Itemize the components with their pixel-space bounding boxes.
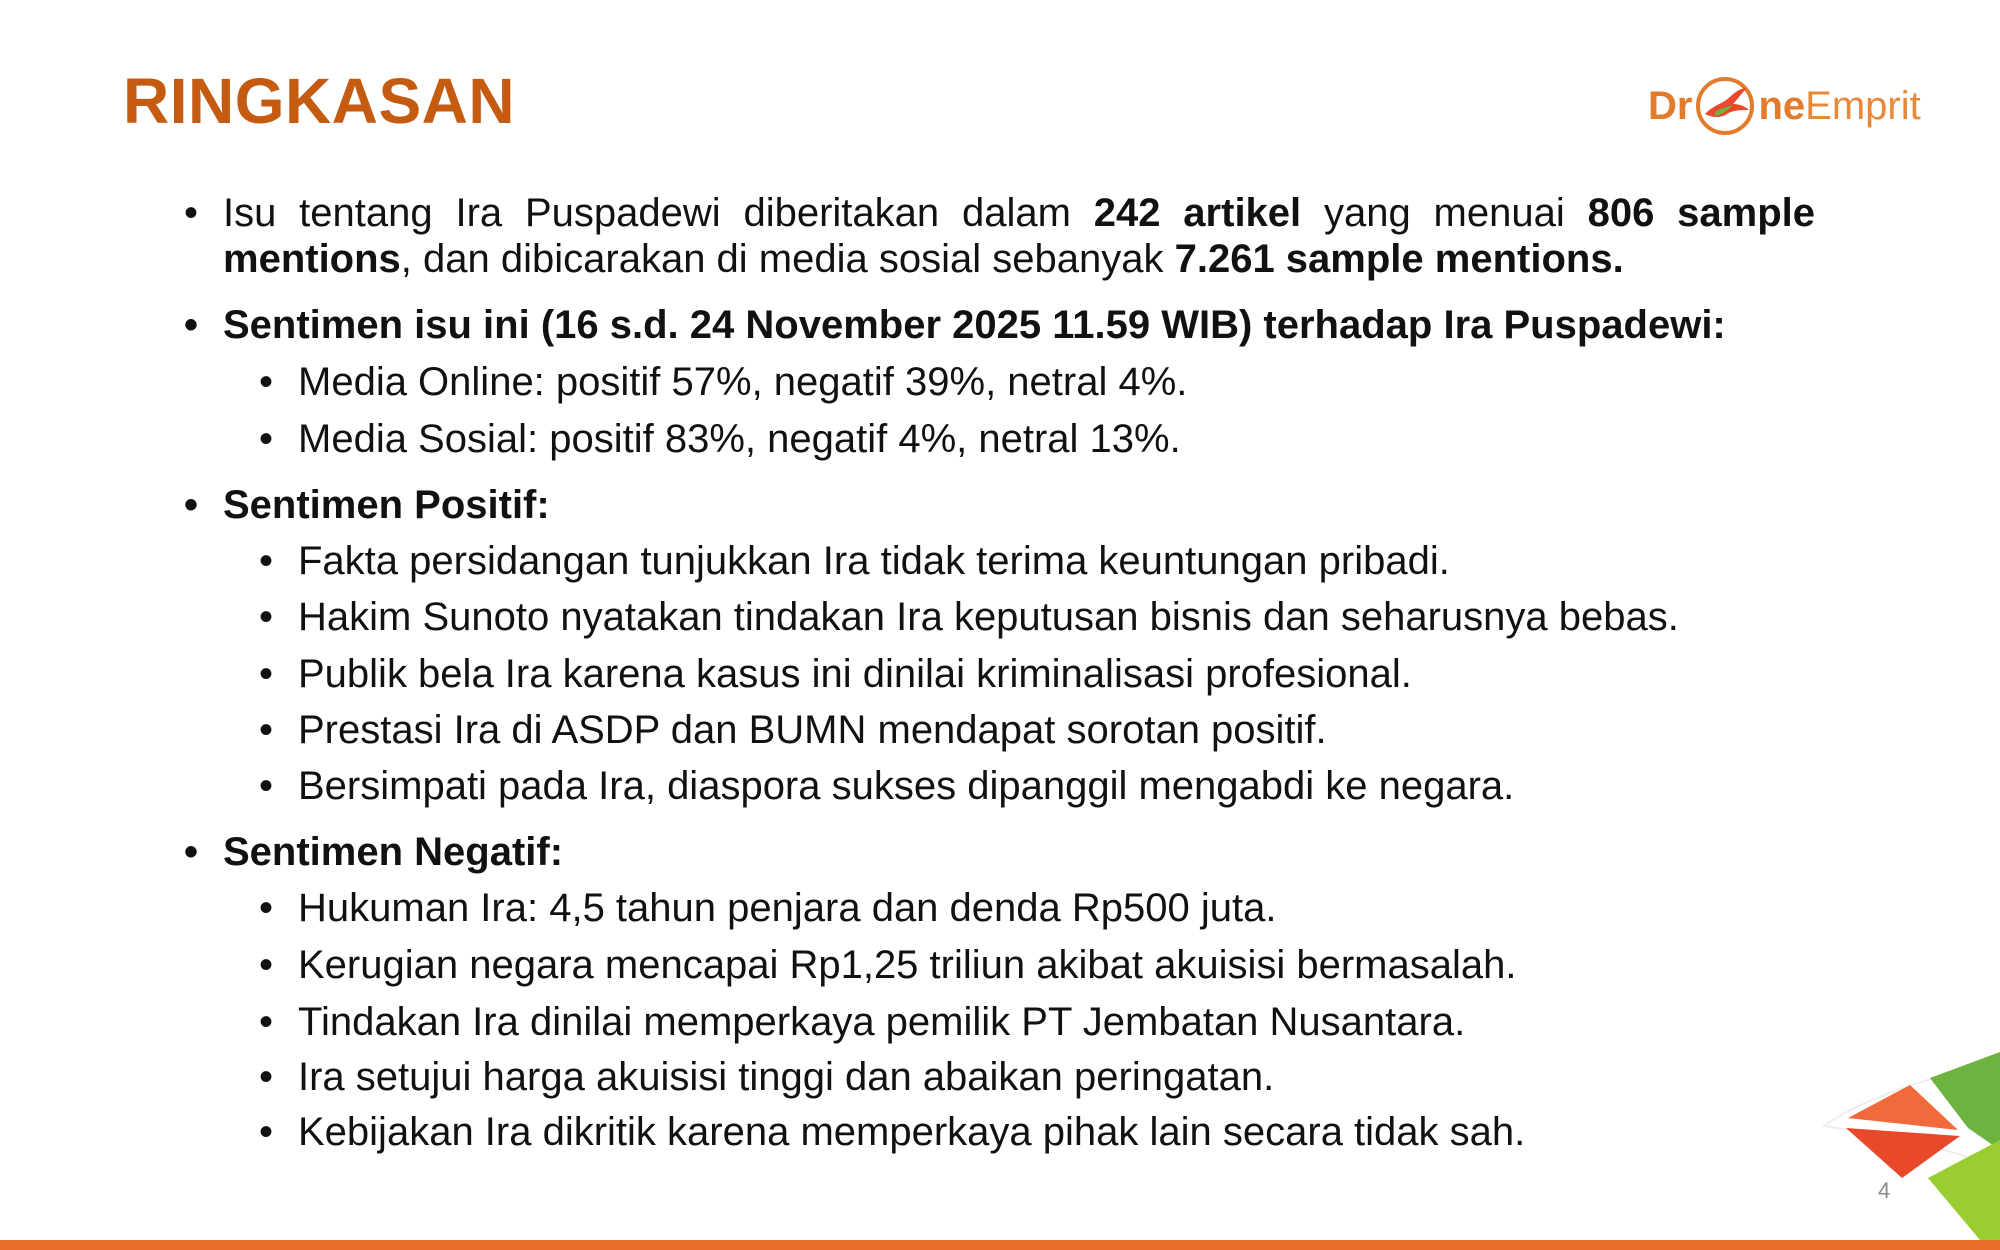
positive-item: • Hakim Sunoto nyatakan tindakan Ira keputusan bisnis dan seharusnya bebas. (255, 594, 1815, 640)
slide-title: RINGKASAN (123, 65, 516, 137)
summary-text-1: Isu tentang Ira Puspadewi diberitakan dalam (223, 191, 1094, 235)
drone-emprit-logo (1648, 70, 1921, 142)
negative-item: • Tindakan Ira dinilai memperkaya pemilik PT Jembatan Nusantara. (255, 999, 1815, 1045)
summary-social-mentions: 7.261 sample mentions. (1174, 237, 1624, 281)
bullet-negative-heading: • Sentimen Negatif: (180, 829, 1815, 875)
bottom-accent-bar (0, 1240, 2000, 1250)
summary-text-2: yang menuai (1301, 191, 1588, 235)
drone-bird-icon (1693, 74, 1757, 138)
summary-article-count: 242 artikel (1093, 191, 1302, 235)
summary-sample-mentions: 806 sample mentions (223, 191, 1815, 281)
summary-text-3: , dan dibicarakan di media sosial sebanyak (400, 237, 1175, 281)
negative-item: • Hukuman Ira: 4,5 tahun penjara dan denda Rp500 juta. (255, 885, 1815, 931)
bullet-summary (180, 190, 1815, 282)
sentiment-online-item: • Media Online: positif 57%, negatif 39%, netral 4%. (255, 359, 1815, 405)
negative-item: • Kebijakan Ira dikritik karena memperkaya pihak lain secara tidak sah. (255, 1109, 1815, 1155)
bullet-sentiment-heading: • Sentimen isu ini (16 s.d. 24 November 2025 11.59 WIB) terhadap Ira Puspadewi: (180, 302, 1815, 348)
sentiment-social-item: • Media Sosial: positif 83%, negatif 4%, netral 13%. (255, 416, 1815, 462)
positive-item: • Prestasi Ira di ASDP dan BUMN mendapat sorotan positif. (255, 707, 1815, 753)
negative-item: • Ira setujui harga akuisisi tinggi dan abaikan peringatan. (255, 1054, 1815, 1100)
logo-text-emprit: Emprit (1805, 83, 1921, 128)
corner-leaf-decoration (1810, 1040, 2000, 1240)
negative-item: • Kerugian negara mencapai Rp1,25 triliun akibat akuisisi bermasalah. (255, 942, 1815, 988)
positive-item: • Fakta persidangan tunjukkan Ira tidak terima keuntungan pribadi. (255, 538, 1815, 584)
positive-item: • Publik bela Ira karena kasus ini dinilai kriminalisasi profesional. (255, 651, 1815, 697)
page-number: 4 (1878, 1178, 1891, 1203)
logo-text-dr: Dr (1648, 83, 1693, 128)
positive-item: • Bersimpati pada Ira, diaspora sukses dipanggil mengabdi ke negara. (255, 763, 1815, 809)
slide-content (180, 190, 1815, 1155)
bullet-positive-heading: • Sentimen Positif: (180, 482, 1815, 528)
logo-text-ne: ne (1758, 83, 1806, 128)
